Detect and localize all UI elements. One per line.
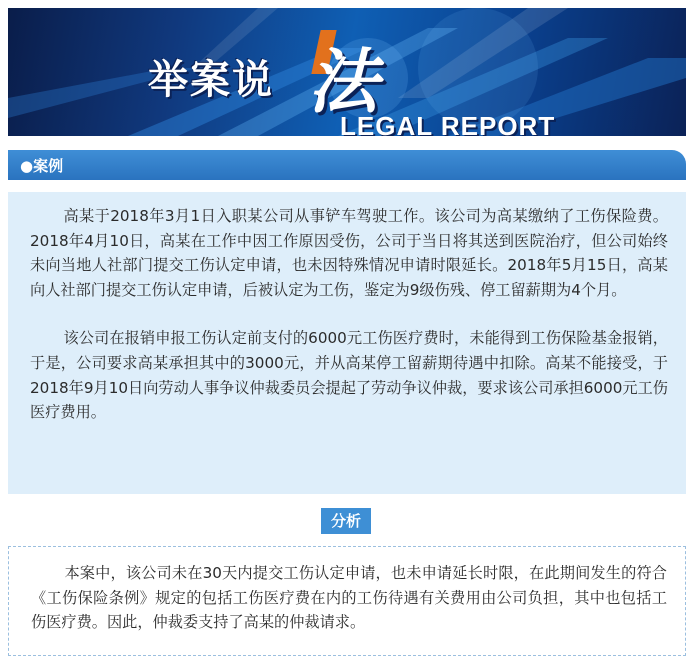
analysis-content [8, 546, 686, 656]
case-paragraph-2: 该公司在报销申报工伤认定前支付的6000元工伤医疗费时，未能得到工伤保险基金报销，于是，公司要求高某承担其中的3000元，并从高某停工留薪期待遇中扣除。高某不能接受，于2018年9月10日向劳动人事争议仲裁委员会提起了劳动争议仲裁，要求该公司承担6000元工伤医疗费用。 [30, 329, 668, 422]
section-label: ●案例 [20, 157, 64, 175]
header-banner [8, 8, 686, 136]
banner-title: 举案说 [148, 57, 274, 103]
banner-title-emphasis: 法 [308, 40, 378, 123]
case-paragraph-1: 高某于2018年3月1日入职某公司从事铲车驾驶工作。该公司为高某缴纳了工伤保险费。2018年4月10日，高某在工作中因工作原因受伤，公司于当日将其送到医院治疗，但公司始终未向当地人社部门提交工伤认定申请，也未因特殊情况申请时限延长。2018年5月15日，高某向人社部门提交工伤认定申请，后被认定为工伤，鉴定为9级伤残、停工留薪期为4个月。 [30, 207, 668, 299]
case-content [8, 192, 686, 494]
analysis-tag: 分析 [321, 508, 371, 534]
analysis-paragraph: 本案中，该公司未在30天内提交工伤认定申请，也未申请延长时限，在此期间发生的符合《工伤保险条例》规定的包括工伤医疗费在内的工伤待遇有关费用由公司负担，其中也包括工伤医疗费。因此，仲裁委支持了高某的仲裁请求。 [31, 564, 667, 632]
section-header-case [8, 150, 686, 180]
banner-subtitle: LEGAL REPORT [340, 111, 556, 136]
